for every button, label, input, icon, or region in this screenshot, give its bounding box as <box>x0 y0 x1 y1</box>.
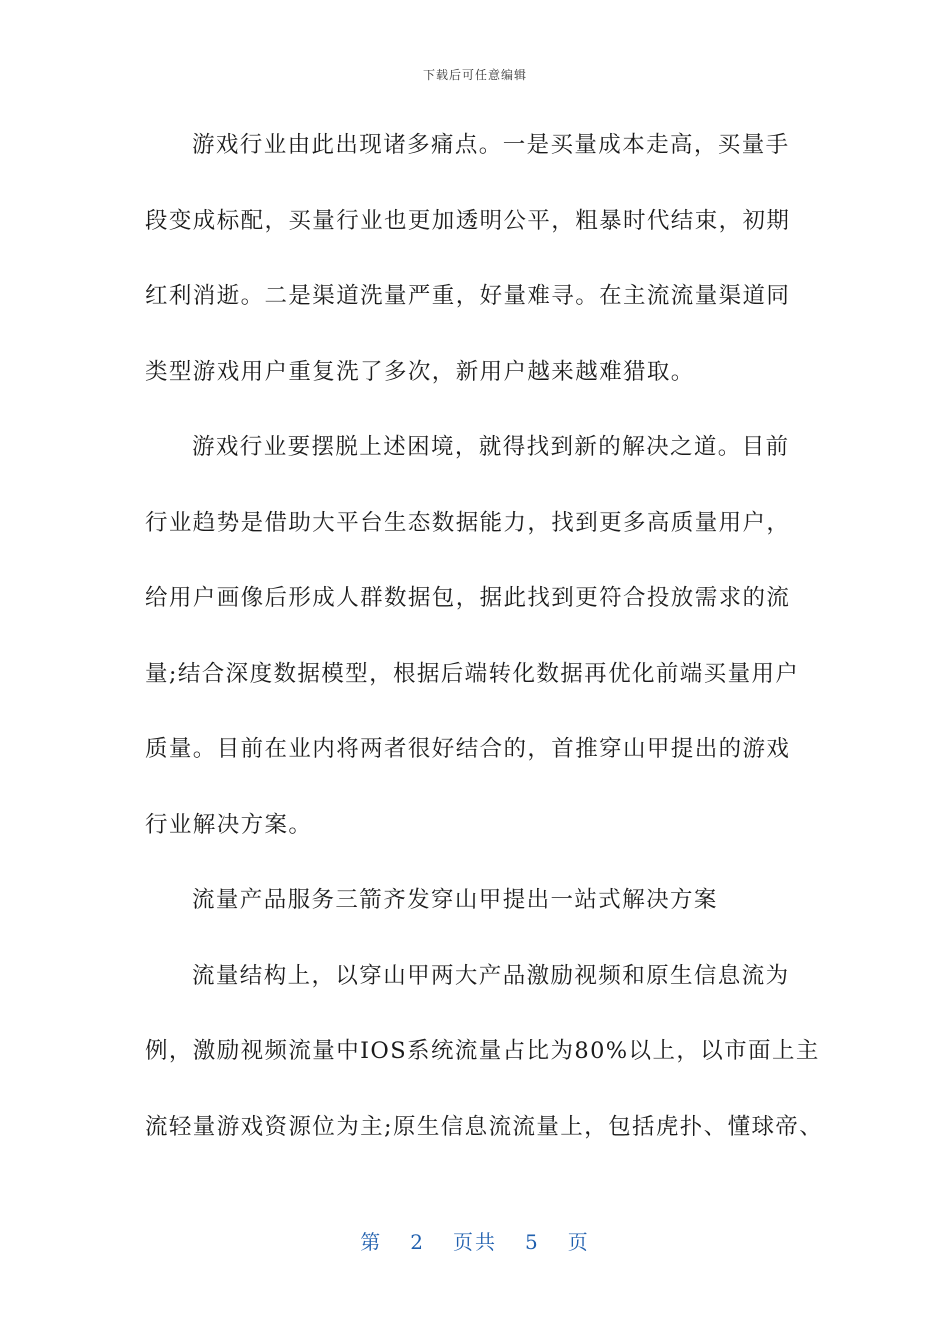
page-label-suffix: 页 <box>567 1230 590 1254</box>
body-line: 例，激励视频流量中IOS系统流量占比为80%以上，以市面上主 <box>145 1038 820 1064</box>
body-line: 类型游戏用户重复洗了多次，新用户越来越难猎取。 <box>145 358 695 385</box>
body-line: 流量结构上，以穿山甲两大产品激励视频和原生信息流为 <box>192 962 790 989</box>
document-body <box>145 126 825 1183</box>
body-line: 流轻量游戏资源位为主;原生信息流流量上，包括虎扑、懂球帝、 <box>145 1113 824 1140</box>
body-line: 给用户画像后形成人群数据包，据此找到更符合投放需求的流 <box>145 585 791 611</box>
body-line: 行业趋势是借助大平台生态数据能力，找到更多高质量用户， <box>145 509 791 536</box>
body-line: 红利消逝。二是渠道洗量严重，好量难寻。在主流流量渠道同 <box>145 283 791 309</box>
current-page-number: 2 <box>410 1230 425 1254</box>
page-label-mid: 页共 <box>453 1230 497 1254</box>
body-line: 游戏行业由此出现诸多痛点。一是买量成本走高，买量手 <box>192 132 790 158</box>
page-label-prefix: 第 <box>360 1230 383 1254</box>
body-line: 量;结合深度数据模型，根据后端转化数据再优化前端买量用户 <box>145 660 800 687</box>
page-header-note: 下载后可任意编辑 <box>422 68 527 82</box>
section-heading: 流量产品服务三箭齐发穿山甲提出一站式解决方案 <box>192 887 718 913</box>
body-line: 行业解决方案。 <box>145 811 313 838</box>
body-line: 质量。目前在业内将两者很好结合的，首推穿山甲提出的游戏 <box>145 736 791 762</box>
page-number-footer <box>0 1226 950 1255</box>
total-pages-number: 5 <box>525 1230 540 1254</box>
body-line: 游戏行业要摆脱上述困境，就得找到新的解决之道。目前 <box>192 434 790 460</box>
body-line: 段变成标配，买量行业也更加透明公平，粗暴时代结束，初期 <box>145 207 791 234</box>
